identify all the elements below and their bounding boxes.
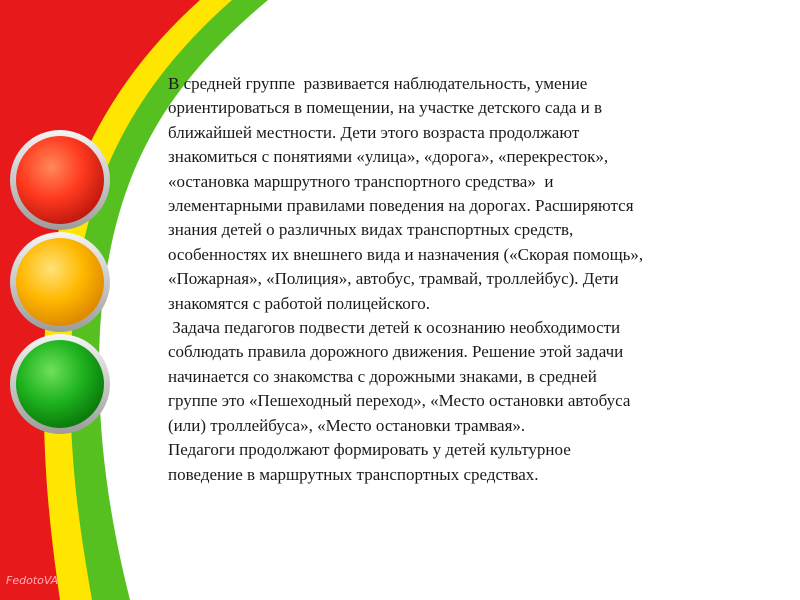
text-line: «Пожарная», «Полиция», автобус, трамвай, троллейбус). Дети — [168, 269, 619, 289]
text-line: Задача педагогов подвести детей к осознанию необходимости — [168, 318, 621, 338]
yellow-light — [10, 232, 110, 332]
author-watermark: FedotoVA — [6, 574, 59, 587]
text-line: соблюдать правила дорожного движения. Решение этой задачи — [168, 342, 624, 362]
red-light — [10, 130, 110, 230]
text-line: начинается со знакомства с дорожными знаками, в средней — [168, 366, 597, 386]
text-line: поведение в маршрутных транспортных средствах. — [168, 464, 539, 484]
text-line: особенностях их внешнего вида и назначения («Скорая помощь», — [168, 244, 644, 264]
text-line: (или) троллейбуса», «Место остановки трамвая». — [168, 415, 526, 435]
text-line: знакомиться с понятиями «улица», «дорога», «перекресток», — [168, 147, 609, 167]
text-line: Педагоги продолжают формировать у детей культурное — [168, 440, 571, 460]
text-line: В средней группе развивается наблюдательность, умение — [168, 74, 588, 93]
green-light — [10, 334, 110, 434]
text-line: «остановка маршрутного транспортного средства» и — [168, 171, 554, 191]
text-line: ближайшей местности. Дети этого возраста продолжают — [168, 122, 580, 142]
text-line: знания детей о различных видах транспортных средств, — [168, 220, 574, 240]
text-line: группе это «Пешеходный переход», «Место остановки автобуса — [168, 391, 631, 411]
text-line: элементарными правилами поведения на дорогах. Расширяются — [168, 196, 634, 216]
body-text — [168, 72, 728, 487]
text-line: знакомятся с работой полицейского. — [168, 293, 431, 313]
text-line: ориентироваться в помещении, на участке детского сада и в — [168, 98, 603, 118]
